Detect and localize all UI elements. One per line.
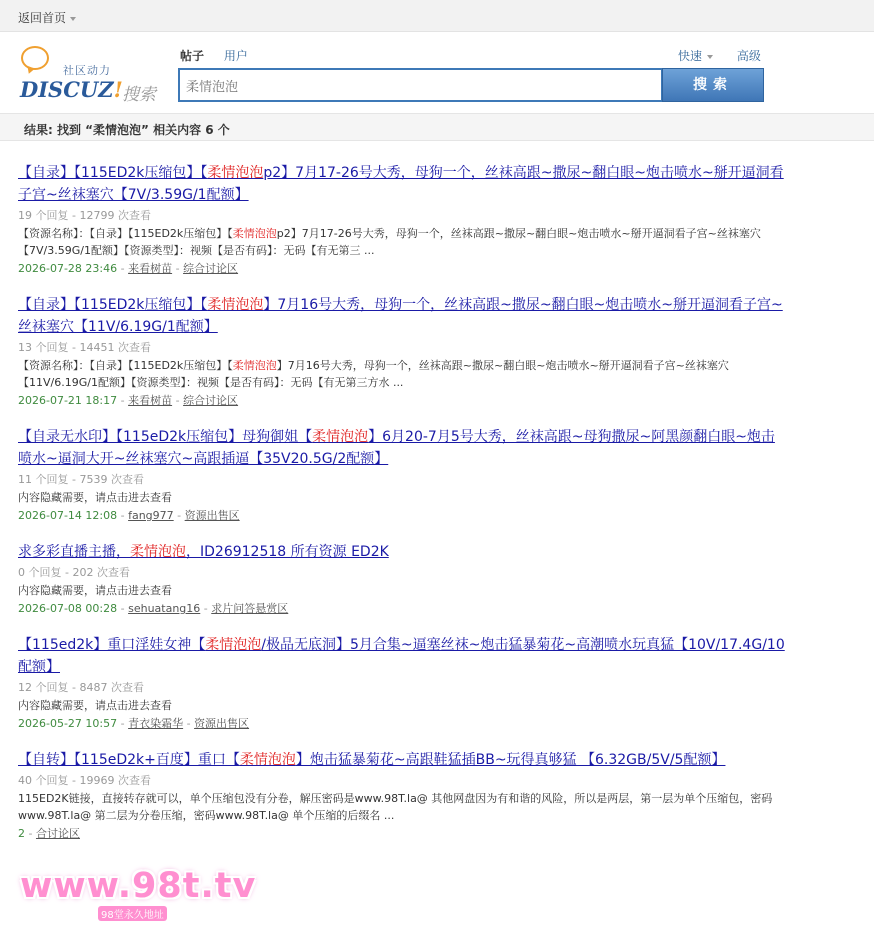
result-stats: 0 个回复 - 202 次查看	[18, 566, 130, 579]
result-snippet	[18, 357, 788, 391]
keyword-highlight: 柔情泡泡	[239, 752, 296, 768]
search-input[interactable]	[178, 68, 663, 102]
forum-link[interactable]: 求片问答悬赏区	[211, 602, 289, 615]
forum-link[interactable]: 综合讨论区	[183, 262, 239, 275]
result-stats: 13 个回复 - 14451 次查看	[18, 341, 151, 354]
title-text: 【自录无水印】【115eD2k压缩包】母狗御姐【	[18, 429, 313, 445]
result-summary: 结果: 找到 “柔情泡泡” 相关内容 6 个	[24, 123, 230, 137]
quick-search-dropdown[interactable]	[678, 47, 713, 64]
author-link[interactable]: 来看树苗	[128, 262, 173, 275]
result-stats: 11 个回复 - 7539 次查看	[18, 473, 144, 486]
title-text: 】7月16号大秀，母狗一个，丝袜高跟~撒尿~翻白眼~炮击喷水~掰开逼洞看子宫~丝袜塞穴【11V/6.19G/1配额】	[18, 297, 783, 335]
quick-search-label: 快速	[678, 49, 703, 63]
title-text: 【115ed2k】重口淫娃女神【	[18, 637, 206, 653]
result-footer: 2026-07-14 12:08 - fang977 - 资源出售区	[18, 509, 240, 522]
title-text: 【自转】【115eD2k+百度】重口【	[18, 752, 240, 768]
watermark-subtext: 98堂永久地址	[98, 906, 167, 921]
result-footer: 2026-05-27 10:57 - 青衣染霜华 - 资源出售区	[18, 717, 250, 730]
search-button[interactable]: 搜索	[662, 68, 764, 102]
result-snippet: 内容隐藏需要，请点击进去查看	[18, 584, 172, 597]
keyword-highlight: 柔情泡泡	[232, 227, 277, 240]
post-date: 2026-07-08 00:28	[18, 602, 118, 615]
advanced-search-link[interactable]: 高级	[736, 49, 761, 63]
result-snippet	[18, 225, 788, 259]
post-date: 2026-07-14 12:08	[18, 509, 118, 522]
keyword-highlight: 柔情泡泡	[207, 297, 264, 313]
list-item	[18, 749, 788, 843]
logo-slogan: 社区动力	[63, 64, 111, 77]
result-footer: 2 - 合讨论区	[18, 827, 80, 840]
result-title-link[interactable]	[18, 541, 788, 563]
title-text: 【自录】【115ED2k压缩包】【	[18, 297, 208, 313]
snippet-text: p2】7月17-26号大秀，母狗一个，丝袜高跟~撒尿~翻白眼~炮击喷水~掰开逼洞看子宫~丝袜塞穴【7V/3.59G/1配额】【资源类型】：视频【是否有码】：无码【有无第三 ...	[18, 227, 761, 257]
speech-bubble-icon	[21, 46, 49, 70]
keyword-highlight: 柔情泡泡	[312, 429, 369, 445]
list-item	[18, 541, 788, 618]
snippet-text: 】7月16号大秀，母狗一个，丝袜高跟~撒尿~翻白眼~炮击喷水~掰开逼洞看子宫~丝袜塞穴【11V/6.19G/1配额】【资源类型】：视频【是否有码】：无码【有无第三方水 ...	[18, 359, 729, 389]
author-link[interactable]: 来看树苗	[128, 394, 173, 407]
list-item	[18, 162, 788, 278]
tab-users[interactable]: 用户	[223, 49, 248, 63]
chevron-down-icon	[707, 55, 713, 59]
result-title-link[interactable]	[18, 162, 788, 206]
result-snippet: 115ED2K链接，直接转存就可以，单个压缩包没有分卷，解压密码是www.98T.la@ 其他网盘因为有和谐的风险，所以是两层，第一层为单个压缩包，密码www.98T.la@ 第二层为分卷压缩，密码www.98T.la@ 单个压缩的后缀名 ...	[18, 792, 773, 822]
watermark-text: www.98t.tv	[20, 866, 257, 906]
tab-posts[interactable]: 帖子	[180, 49, 205, 63]
title-text: 【自录】【115ED2k压缩包】【	[18, 165, 208, 181]
result-stats: 40 个回复 - 19969 次查看	[18, 774, 151, 787]
result-title-link[interactable]	[18, 426, 788, 470]
list-item	[18, 426, 788, 525]
search-results	[18, 162, 788, 859]
author-link[interactable]: 青衣染霜华	[128, 717, 184, 730]
keyword-highlight: 柔情泡泡	[205, 637, 262, 653]
search-header	[0, 33, 874, 113]
keyword-highlight: 柔情泡泡	[232, 359, 277, 372]
back-home-label: 返回首页	[18, 11, 67, 25]
keyword-highlight: 柔情泡泡	[207, 165, 264, 181]
search-type-tabs	[180, 47, 264, 64]
title-text: p2】7月17-26号大秀，母狗一个，丝袜高跟~撒尿~翻白眼~炮击喷水~掰开逼洞看子宫~丝袜塞穴【7V/3.59G/1配额】	[18, 165, 784, 203]
logo-wordmark	[20, 77, 123, 102]
post-date: 2026-07-21 18:17	[18, 394, 118, 407]
title-text: 】6月20-7月5号大秀，丝袜高跟~母狗撒尿~阿黑颜翻白眼~炮击喷水~逼洞大开~丝袜塞穴~高跟插逼【35V20.5G/2配额】	[18, 429, 775, 467]
site-watermark	[20, 866, 257, 921]
search-options	[678, 47, 781, 64]
result-summary-bar	[0, 113, 874, 141]
result-snippet: 内容隐藏需要，请点击进去查看	[18, 491, 172, 504]
post-date: 2026-05-27 10:57	[18, 717, 118, 730]
title-text: ，ID26912518 所有资源 ED2K	[186, 544, 389, 560]
title-text: 求多彩直播主播，	[18, 544, 130, 560]
result-footer: 2026-07-08 00:28 - sehuatang16 - 求片问答悬赏区	[18, 602, 289, 615]
author-link[interactable]: fang977	[128, 509, 174, 522]
logo-bang: !	[113, 77, 123, 102]
forum-link[interactable]: 资源出售区	[184, 509, 240, 522]
result-title-link[interactable]	[18, 749, 788, 771]
post-date: 2026-07-28 23:46	[18, 262, 118, 275]
forum-link[interactable]: 资源出售区	[194, 717, 250, 730]
result-stats: 12 个回复 - 8487 次查看	[18, 681, 144, 694]
keyword-highlight: 柔情泡泡	[130, 544, 186, 560]
post-date: 2	[18, 827, 25, 840]
forum-link[interactable]: 合讨论区	[35, 827, 80, 840]
list-item	[18, 294, 788, 410]
snippet-text: 【资源名称】：【自录】【115ED2k压缩包】【	[18, 227, 233, 240]
title-text: /极品无底洞】5月合集~逼塞丝袜~炮击猛暴菊花~高潮喷水玩真猛【10V/17.4G/10配额】	[18, 637, 785, 675]
result-stats: 19 个回复 - 12799 次查看	[18, 209, 151, 222]
logo-search-label: 搜索	[122, 85, 156, 105]
list-item	[18, 634, 788, 733]
result-title-link[interactable]	[18, 294, 788, 338]
result-footer: 2026-07-21 18:17 - 来看树苗 - 综合讨论区	[18, 394, 239, 407]
snippet-text: 【资源名称】：【自录】【115ED2k压缩包】【	[18, 359, 233, 372]
back-home-link[interactable]	[18, 9, 76, 26]
author-link[interactable]: sehuatang16	[128, 602, 201, 615]
chevron-down-icon	[70, 17, 76, 21]
discuz-logo[interactable]	[18, 45, 163, 105]
title-text: 】炮击猛暴菊花~高跟鞋猛插BB~玩得真够猛 【6.32GB/5V/5配额】	[295, 752, 726, 768]
result-title-link[interactable]	[18, 634, 788, 678]
result-footer: 2026-07-28 23:46 - 来看树苗 - 综合讨论区	[18, 262, 239, 275]
top-bar	[0, 0, 874, 32]
result-snippet: 内容隐藏需要，请点击进去查看	[18, 699, 172, 712]
forum-link[interactable]: 综合讨论区	[183, 394, 239, 407]
logo-word-text: DISCUZ	[20, 77, 114, 102]
